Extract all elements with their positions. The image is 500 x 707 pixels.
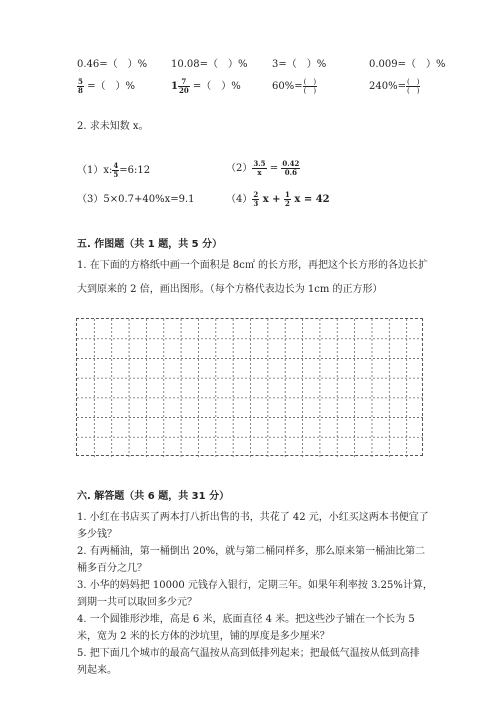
conv-item-3: 3=（ ）% — [272, 59, 327, 70]
conv-item-7: 60%= $\frac{( )}{( )}$ — [272, 78, 317, 95]
grid-paper[interactable] — [76, 318, 423, 456]
equation-4: （4） $\frac{2}{3}$ x + $\frac{1}{2}$ x = 42 — [226, 190, 330, 208]
fraction: $\frac{( )}{( )}$ — [303, 78, 317, 95]
fraction: $\frac{( )}{( )}$ — [406, 78, 420, 95]
fraction: $\frac{7}{20}$ — [178, 77, 189, 95]
conv-item-2: 10.08=（ ）% — [171, 59, 248, 70]
section5-line2: 大到原来的 2 倍，画出图形。（每个方格代表边长为 1cm 的正方形） — [77, 284, 383, 295]
equation-3: （3）5×0.7+40%x=9.1 — [77, 194, 195, 205]
conv-item-4: 0.009=（ ）% — [369, 59, 446, 70]
question-line: 桶多百分之几？ — [77, 563, 147, 574]
conv-item-5: $\frac{5}{8}$ =（ ）% — [78, 77, 135, 95]
equation-2: （2） $\frac{3.5}{x}$ = $\frac{0.42}{0.6}$ — [226, 159, 300, 177]
section6-title: 六. 解答题（共 6 题，共 31 分） — [77, 491, 230, 502]
section5-title: 五. 作图题（共 1 题，共 5 分） — [77, 239, 223, 250]
q2-title: 2. 求未知数 x。 — [77, 121, 149, 132]
equation-1: （1）x: $\frac{4}{5}$ =6:12 — [77, 161, 151, 179]
fraction: $\frac{2}{3}$ — [253, 190, 259, 208]
fraction: $\frac{5}{8}$ — [78, 77, 83, 95]
conv-item-6: 1 $\frac{7}{20}$ =（ ）% — [171, 77, 241, 95]
fraction: $\frac{3.5}{x}$ — [253, 159, 266, 177]
fraction: $\frac{4}{5}$ — [113, 161, 119, 179]
fraction: $\frac{0.42}{0.6}$ — [282, 159, 300, 177]
question-line: 5. 把下面几个城市的最高气温按从高到低排列起来；把最低气温按从低到高排 — [77, 648, 420, 659]
conv-item-1: 0.46=（ ）% — [77, 59, 148, 70]
question-line: 米，宽为 2 米的长方体的沙坑里，铺的厚度是多少厘米？ — [77, 631, 330, 642]
section5-line1: 1. 在下面的方格纸中画一个面积是 8c㎡ 的长方形，再把这个长方形的各边长扩 — [77, 260, 429, 271]
conv-item-8: 240%= $\frac{( )}{( )}$ — [369, 78, 420, 95]
question-line: 4. 一个圆锥形沙堆，高是 6 米，底面直径 4 米。把这些沙子铺在一个长为 5 — [77, 614, 415, 625]
question-line: 2. 有两桶油，第一桶倒出 20%，就与第二桶同样多，那么原来第一桶油比第二 — [77, 546, 426, 557]
section6-body — [77, 509, 437, 679]
question-line: 1. 小红在书店买了两本打八折出售的书，共花了 42 元，小红买这两本书便宜了 — [77, 512, 429, 523]
question-line: 列起来。 — [77, 665, 117, 676]
grid-lines — [77, 319, 424, 457]
question-line: 3. 小华的妈妈把 10000 元钱存入银行，定期三年。如果年利率按 3.25%计算， — [77, 580, 433, 591]
question-line: 多少钱？ — [77, 529, 117, 540]
fraction: $\frac{1}{2}$ — [285, 190, 290, 208]
question-line: 到期一共可以取回多少元？ — [77, 597, 197, 608]
